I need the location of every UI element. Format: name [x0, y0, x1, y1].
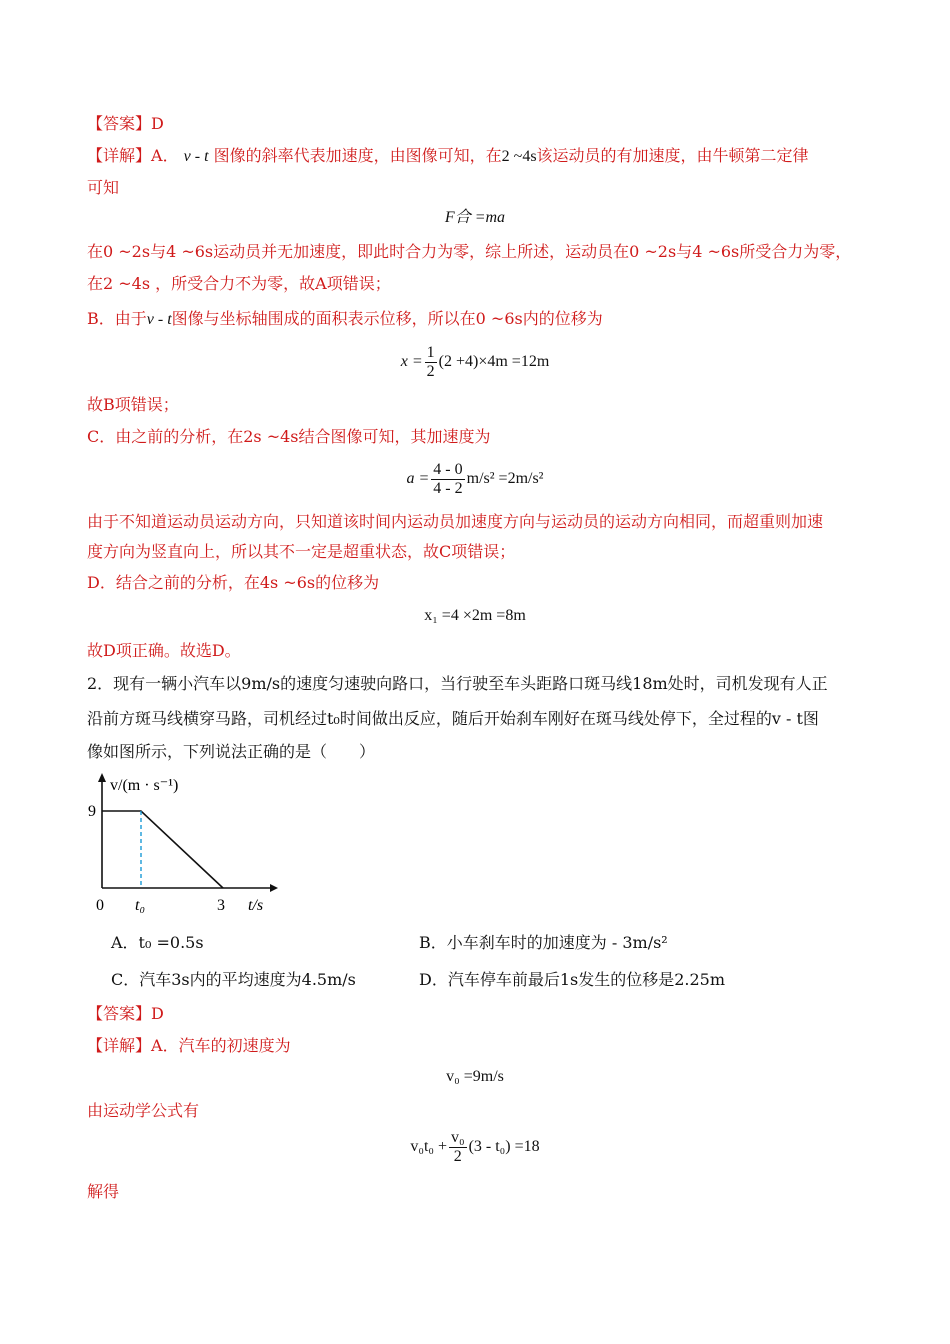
- detail-2-line-3: 解得: [87, 1182, 120, 1201]
- y-axis-label: v/(m · s⁻¹): [110, 777, 179, 794]
- fraction-v0-2: [449, 1129, 467, 1166]
- denominator: 4 - 2: [433, 480, 463, 497]
- detail-1-option-d: D．结合之前的分析，在4s ~6s的位移为: [87, 573, 380, 592]
- detail-label: 【详解】: [87, 1036, 152, 1055]
- answer-2: [87, 1004, 870, 1024]
- detail-1-option-b: [87, 309, 870, 330]
- answer-label: 【答案】: [87, 114, 152, 133]
- vt-symbol: v - t: [146, 311, 172, 328]
- detail-1-b-conclusion: 故B项错误；: [87, 395, 179, 414]
- equation-displacement: x₁ =4 ×2m =8m: [424, 607, 526, 624]
- detail-1-line-1: [87, 146, 870, 167]
- denominator: 2: [453, 1148, 462, 1165]
- numerator: v₀: [451, 1129, 465, 1146]
- option-b: B．小车刹车时的加速度为 - 3m/s²: [419, 933, 668, 952]
- answer-value: D: [151, 1004, 164, 1023]
- answer-value: D: [151, 114, 164, 133]
- option-d: D．汽车停车前最后1s发生的位移是2.25m: [419, 970, 726, 989]
- text-span: 图像的斜率代表加速度，由图像可知，在: [213, 146, 502, 165]
- option-a: A．t₀ =0.5s: [111, 933, 204, 952]
- equation-newton: F合 =ma: [444, 209, 506, 226]
- vt-symbol: v - t: [183, 148, 209, 165]
- detail-1-d-conclusion: 故D项正确。故选D。: [87, 641, 241, 660]
- text-span: 该运动员的有加速度，由牛顿第二定律: [536, 146, 809, 165]
- answer-1: [87, 114, 870, 134]
- option-a-prefix: A．: [151, 146, 179, 165]
- question-2-line-2: 沿前方斑马线横穿马路，司机经过t₀时间做出反应，随后开始刹车刚好在斑马线处停下，全过程的v - t图: [87, 709, 819, 728]
- time-range: 2 ~4s: [501, 148, 537, 165]
- detail-1-line-2: 可知: [87, 178, 120, 197]
- text-span: A．汽车的初速度为: [151, 1036, 291, 1055]
- equation-kinematics: [0, 1129, 950, 1166]
- equation-initial-velocity: v₀ =9m/s: [446, 1068, 504, 1085]
- detail-2-line-1: [87, 1036, 870, 1056]
- y-tick-9: 9: [88, 803, 96, 820]
- text-span: B．由于: [87, 309, 147, 328]
- vt-graph: [80, 768, 280, 918]
- option-c: C．汽车3s内的平均速度为4.5m/s: [111, 970, 356, 989]
- x-tick-t0: t₀: [135, 897, 146, 914]
- text-span: 图像与坐标轴围成的面积表示位移，所以在0 ~6s内的位移为: [171, 309, 603, 328]
- eq-lhs: x =: [400, 353, 423, 371]
- question-2-line-1: 2．现有一辆小汽车以9m/s的速度匀速驶向路口，当行驶至车头距路口斑马线18m处时，司机发现有人正: [87, 674, 828, 693]
- equation-area: [0, 344, 950, 381]
- denominator: 2: [426, 363, 435, 380]
- vt-curve: [102, 811, 223, 888]
- answer-label: 【答案】: [87, 1004, 152, 1023]
- detail-1-c-line-3: 度方向为竖直向上，所以其不一定是超重状态，故C项错误；: [87, 542, 516, 561]
- x-axis-arrow-icon: [270, 884, 278, 892]
- y-axis-arrow-icon: [98, 773, 106, 782]
- x-axis-label: t/s: [248, 897, 264, 914]
- detail-1-line-4: 在2 ~4s ，所受合力不为零，故A项错误；: [87, 274, 391, 293]
- x-tick-3: 3: [217, 897, 225, 914]
- eq-lhs: v₀t₀ +: [410, 1138, 447, 1156]
- fraction-accel: [431, 461, 464, 498]
- fraction-half: [425, 344, 437, 381]
- detail-1-line-3: 在0 ~2s与4 ~6s运动员并无加速度，即此时合力为零，综上所述，运动员在0 ~2s与4 ~6s所受合力为零，: [87, 242, 852, 261]
- eq-rhs: (2 +4)×4m =12m: [438, 353, 550, 371]
- eq-lhs: a =: [406, 470, 430, 488]
- detail-2-line-2: 由运动学公式有: [87, 1101, 200, 1120]
- eq-rhs: (3 - t₀) =18: [468, 1138, 540, 1156]
- numerator: 4 - 0: [433, 461, 463, 478]
- numerator: 1: [426, 344, 435, 361]
- detail-1-c-line-2: 由于不知道运动员运动方向，只知道该时间内运动员加速度方向与运动员的运动方向相同，而超重则加速: [87, 512, 824, 531]
- detail-1-option-c: C．由之前的分析，在2s ~4s结合图像可知，其加速度为: [87, 427, 491, 446]
- origin-label: 0: [96, 897, 104, 914]
- detail-label: 【详解】: [87, 146, 152, 165]
- eq-rhs: m/s² =2m/s²: [466, 470, 544, 488]
- equation-acceleration: [0, 461, 950, 498]
- question-2-line-3: 像如图所示，下列说法正确的是（ ）: [87, 742, 376, 761]
